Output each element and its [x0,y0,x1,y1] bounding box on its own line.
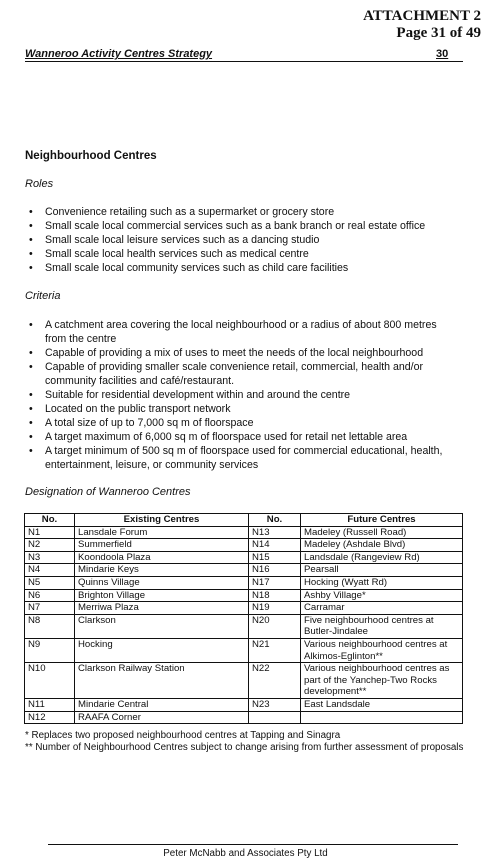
table-cell: N15 [249,551,301,564]
table-row [25,539,463,552]
table-cell: N19 [249,602,301,615]
table-row [25,663,463,699]
list-item: • Capable of providing a mix of uses to meet the needs of the local neighbourhood [25,346,445,360]
list-item: • Small scale local health services such as medical centre [25,247,470,261]
column-header: Future Centres [301,514,463,527]
table-row [25,711,463,724]
header-rule [25,61,463,62]
table-row [25,526,463,539]
list-item: • Convenience retailing such as a supermarket or grocery store [25,205,470,219]
list-item: • Small scale local community services such as child care facilities [25,261,470,275]
table-cell: Various neighbourhood centres as part of the Yanchep-Two Rocks development** [301,663,463,699]
section-title: Neighbourhood Centres [25,150,157,162]
table-cell: N4 [25,564,75,577]
table-row [25,638,463,662]
document-title: Wanneroo Activity Centres Strategy [25,48,213,60]
table-cell: Carramar [301,602,463,615]
table-cell: N14 [249,539,301,552]
table-cell: Mindarie Central [75,698,249,711]
table-cell: RAAFA Corner [75,711,249,724]
table-cell: Summerfield [75,539,249,552]
designation-heading: Designation of Wanneroo Centres [25,486,191,498]
table-cell: N12 [25,711,75,724]
table-cell [249,711,301,724]
table-cell: Hocking [75,638,249,662]
list-item: • Small scale local leisure services such as a dancing studio [25,233,470,247]
table-cell: Ashby Village* [301,589,463,602]
table-notes [25,730,465,754]
table-cell [301,711,463,724]
table-cell: Various neighbourhood centres at Alkimos-Eglinton** [301,638,463,662]
table-cell: N23 [249,698,301,711]
table-row [25,576,463,589]
table-cell: Five neighbourhood centres at Butler-Jindalee [301,614,463,638]
table-cell: Madeley (Ashdale Blvd) [301,539,463,552]
table-cell: Merriwa Plaza [75,602,249,615]
page-number: 30 [436,48,449,60]
table-cell: N22 [249,663,301,699]
table-cell: N8 [25,614,75,638]
table-cell: N11 [25,698,75,711]
column-header: No. [25,514,75,527]
list-item: • Capable of providing smaller scale convenience retail, commercial, health and/or community facilities and café/restaurant. [25,360,445,388]
centres-table [24,513,463,724]
list-item: • Small scale local commercial services such as a bank branch or real estate office [25,219,470,233]
footnote: * Replaces two proposed neighbourhood centres at Tapping and Sinagra [25,730,341,741]
table-cell: N16 [249,564,301,577]
list-item: • A target maximum of 6,000 sq m of floorspace used for retail net lettable area [25,430,445,444]
table-row [25,602,463,615]
table-row [25,614,463,638]
criteria-list [25,318,445,472]
table-cell: Landsdale (Rangeview Rd) [301,551,463,564]
footer-rule [48,844,458,845]
table-cell: Koondoola Plaza [75,551,249,564]
footnote: ** Number of Neighbourhood Centres subject to change arising from further assessment of proposals [25,742,464,753]
table-cell: N5 [25,576,75,589]
table-cell: N13 [249,526,301,539]
table-cell: N10 [25,663,75,699]
table-cell: N6 [25,589,75,602]
footer-text: Peter McNabb and Associates Pty Ltd [163,848,328,859]
table-cell: Brighton Village [75,589,249,602]
table-cell: N7 [25,602,75,615]
table-header-row [25,514,463,527]
table-cell: Quinns Village [75,576,249,589]
list-item: • A catchment area covering the local neighbourhood or a radius of about 800 metres from the centre [25,318,445,346]
table-cell: N9 [25,638,75,662]
list-item: • Located on the public transport network [25,402,445,416]
table-row [25,589,463,602]
table-cell: Mindarie Keys [75,564,249,577]
attachment-page: Page 31 of 49 [396,25,481,41]
table-cell: Clarkson [75,614,249,638]
table-cell: Hocking (Wyatt Rd) [301,576,463,589]
table-cell: Pearsall [301,564,463,577]
table-cell: East Landsdale [301,698,463,711]
list-item: • A total size of up to 7,000 sq m of floorspace [25,416,445,430]
column-header: No. [249,514,301,527]
column-header: Existing Centres [75,514,249,527]
table-cell: N18 [249,589,301,602]
table-cell: N20 [249,614,301,638]
table-cell: N2 [25,539,75,552]
list-item: • Suitable for residential development within and around the centre [25,388,445,402]
table-row [25,564,463,577]
table-cell: N3 [25,551,75,564]
table-cell: N1 [25,526,75,539]
roles-list [25,205,470,275]
roles-heading: Roles [25,178,54,190]
criteria-heading: Criteria [25,290,61,302]
table-cell: Clarkson Railway Station [75,663,249,699]
table-row [25,551,463,564]
list-item: • A target minimum of 500 sq m of floorspace used for commercial educational, health, entertainment, leisure, or community services [25,444,445,472]
table-cell: Madeley (Russell Road) [301,526,463,539]
table-row [25,698,463,711]
attachment-number: ATTACHMENT 2 [363,8,481,24]
table-cell: N17 [249,576,301,589]
attachment-label [363,8,481,42]
table-cell: N21 [249,638,301,662]
table-cell: Lansdale Forum [75,526,249,539]
